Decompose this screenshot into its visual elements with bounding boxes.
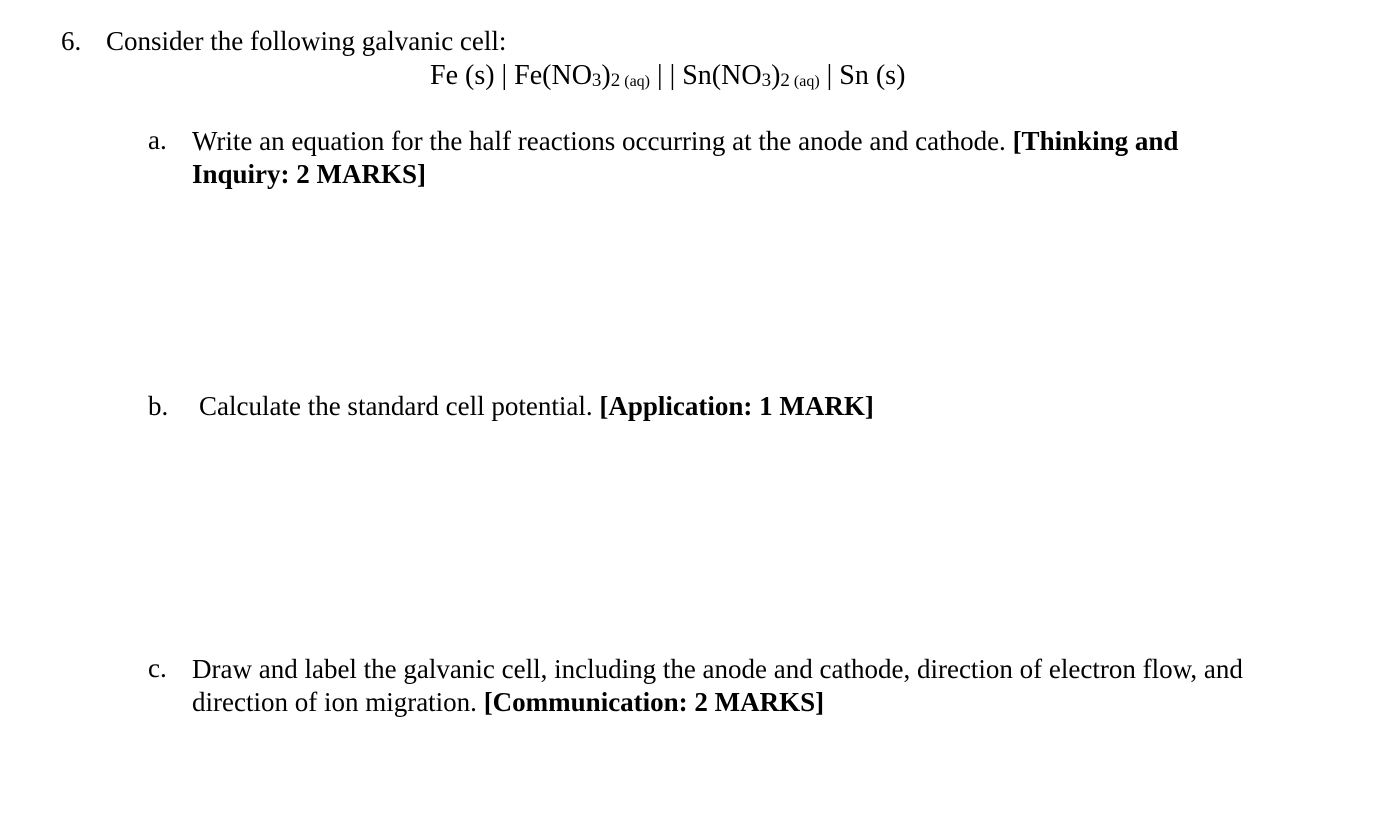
part-a-label: a. — [148, 125, 167, 155]
cell-phase: (aq) — [620, 73, 651, 90]
part-b-label: b. — [148, 391, 169, 421]
part-b-marks: [Application: 1 MARK] — [599, 391, 874, 421]
part-c-line1: Draw and label the galvanic cell, including the anode and cathode, direction of electron flow, and — [192, 654, 1243, 684]
cell-left-electrode: Fe (s) | Fe(NO — [430, 60, 592, 91]
part-c-prompt: direction of ion migration. — [192, 687, 484, 717]
part-c-text — [192, 653, 1243, 719]
part-a-marks: [Thinking and — [1012, 126, 1179, 156]
part-b-text — [199, 391, 874, 422]
cell-subscript: 2 — [610, 70, 621, 91]
cell-phase: (aq) — [789, 73, 820, 90]
cell-notation — [430, 60, 905, 92]
part-a-prompt: Write an equation for the half reactions occurring at the anode and cathode. — [192, 126, 1013, 156]
cell-right-electrode: | Sn (s) — [819, 60, 906, 91]
cell-salt-bridge: | | Sn(NO — [650, 60, 762, 91]
cell-paren: ) — [601, 60, 611, 91]
cell-paren: ) — [771, 60, 781, 91]
cell-subscript: 3 — [591, 70, 602, 91]
part-c-marks: [Communication: 2 MARKS] — [483, 687, 825, 717]
part-c-line2 — [192, 686, 1243, 719]
part-a-line2: Inquiry: 2 MARKS] — [192, 159, 427, 189]
cell-subscript: 2 — [780, 70, 790, 91]
question-number: 6. — [61, 26, 82, 56]
part-a-text — [192, 125, 1178, 191]
part-b-prompt: Calculate the standard cell potential. — [199, 391, 600, 421]
cell-subscript: 3 — [761, 70, 772, 91]
question-prompt: Consider the following galvanic cell: — [106, 26, 507, 56]
part-c-label: c. — [148, 653, 167, 683]
part-a-line1 — [192, 125, 1178, 158]
